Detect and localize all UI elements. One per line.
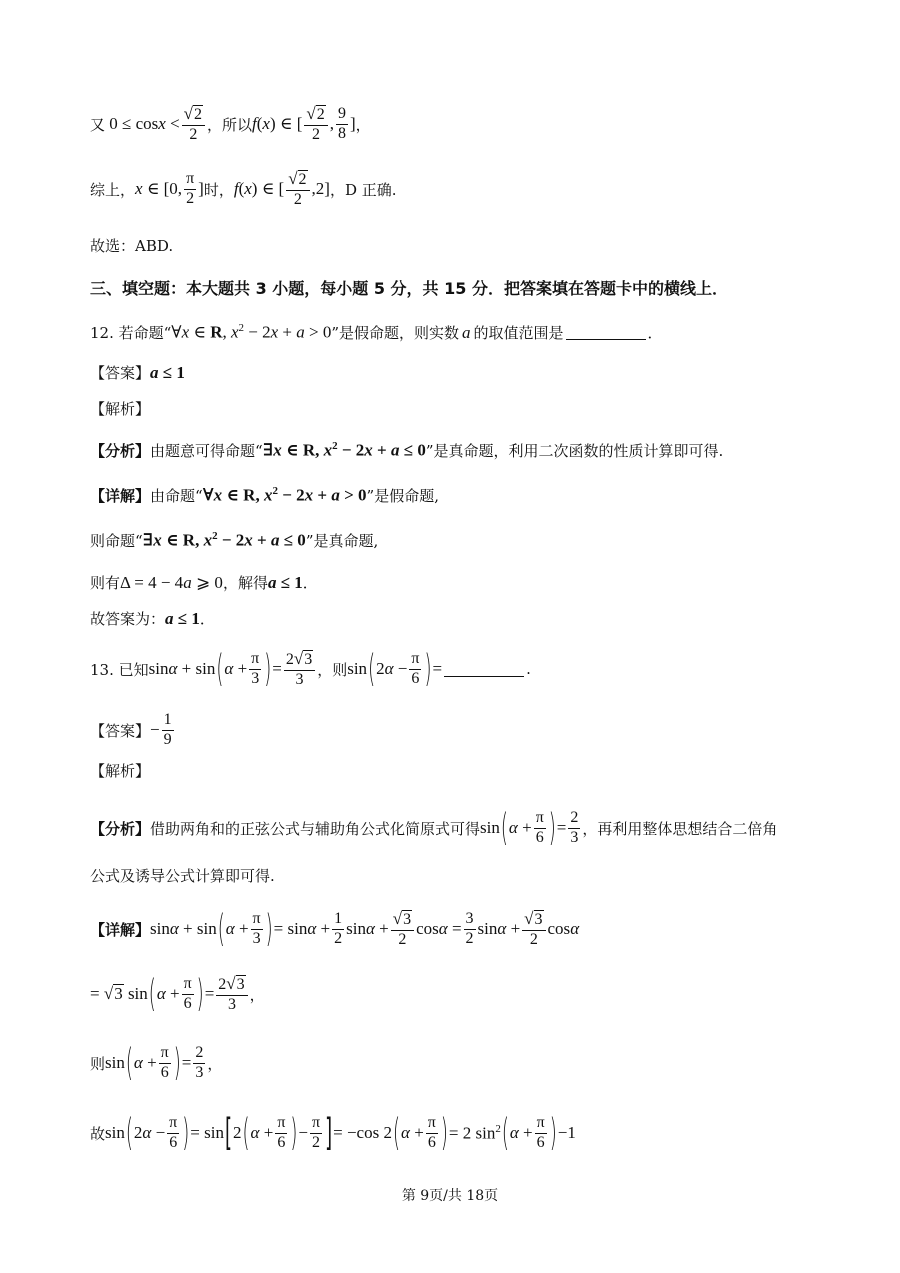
question-12: 12. 若命题“ ∀x ∈ R, $x^2 - 2x + a > 0$ ”是假命题，则实数 a 的取值范围是 ．	[90, 322, 663, 342]
answer-12: 【答案】 a ≤ 1	[90, 362, 185, 382]
choice-answer: 故选：ABD.	[90, 237, 174, 255]
line-summary: 综上， x ∈ [0, $\frac{\pi}{2}$ ] 时， f(x) ∈ [ √ 2 2 ,2] ，D 正确.	[90, 169, 397, 208]
q13-step-2: = √ 3 sin ( α + $\frac{\pi}{6}$ ) = 2 √ 3 3 ，	[90, 972, 265, 1017]
q12-step-3: 则有 Δ = 4 − 4a ⩾ 0 ，解得 a ≤ 1 ．	[90, 572, 318, 592]
fenxi-13: 【分析】 借助两角和的正弦公式与辅助角公式化简原式可得 sin ( α + $\frac{\pi}{6}$ ) = $\frac{2}{3}$ ，再利用整体思想结合二倍角	[90, 806, 778, 851]
q12-step-2: 则命题“ ∃x ∈ R, $x^2 - 2x + a \le 0$ ”是真命题,	[90, 530, 379, 550]
answer-13: 【答案】 − $\frac{1}{9}$	[90, 711, 172, 748]
section-heading: 三、填空题：本大题共 3 小题，每小题 5 分，共 15 分．把答案填在答题卡中的横线上．	[90, 279, 728, 298]
fenxi-13-cont: 公式及诱导公式计算即可得.	[90, 867, 275, 885]
xiangjie-13: 【详解】 sinα + sin ( α + $\frac{\pi}{3}$ ) = sinα + $\frac{1}{2}$ sinα + √ 3 2 cosα = $\frac{3}{2}$ sinα + √ 3 2 cosα	[90, 907, 580, 952]
answer-blank[interactable]	[566, 325, 646, 340]
q13-step-3: 则 sin ( α + $\frac{\pi}{6}$ ) = $\frac{2}{3}$ ，	[90, 1041, 223, 1086]
answer-blank[interactable]	[444, 662, 524, 677]
q13-step-4: 故 sin ( 2α − $\frac{\pi}{6}$ ) = sin [ 2 ( α + $\frac{\pi}{6}$ ) − $\frac{\pi}{2}$ ] = −cos 2 ( α + $\frac{\pi}{6}$ ) = 2 $\sin^2$ ( α + $\frac{\pi}{6}$ ) −1	[90, 1111, 576, 1156]
fenxi-12: 【分析】 由题意可得命题“ ∃x ∈ R, $x^2 - 2x + a \le 0$ ”是真命题，利用二次函数的性质计算即可得.	[90, 440, 724, 460]
xiangjie-12: 【详解】 由命题“ ∀x ∈ R, $x^2 - 2x + a > 0$ ”是假命题,	[90, 485, 439, 505]
line-cos-range: 又 0 ≤ cosx < √ 2 2 ，所以 f(x) ∈ [ √ 2 2 , $\frac{9}{8}$ ] ，	[90, 104, 371, 143]
question-13: 13. 已知 sinα + sin ( α + $\frac{\pi}{3}$ ) = 2 √ 3 3 ，则 sin ( 2α − $\frac{\pi}{6}$ ) = .	[90, 647, 531, 692]
q12-final: 故答案为： a ≤ 1 ．	[90, 608, 215, 628]
jiexi-13: 【解析】	[90, 762, 151, 780]
page-footer: 第 9页/共 18页	[401, 1188, 499, 1204]
jiexi-12: 【解析】	[90, 400, 151, 418]
